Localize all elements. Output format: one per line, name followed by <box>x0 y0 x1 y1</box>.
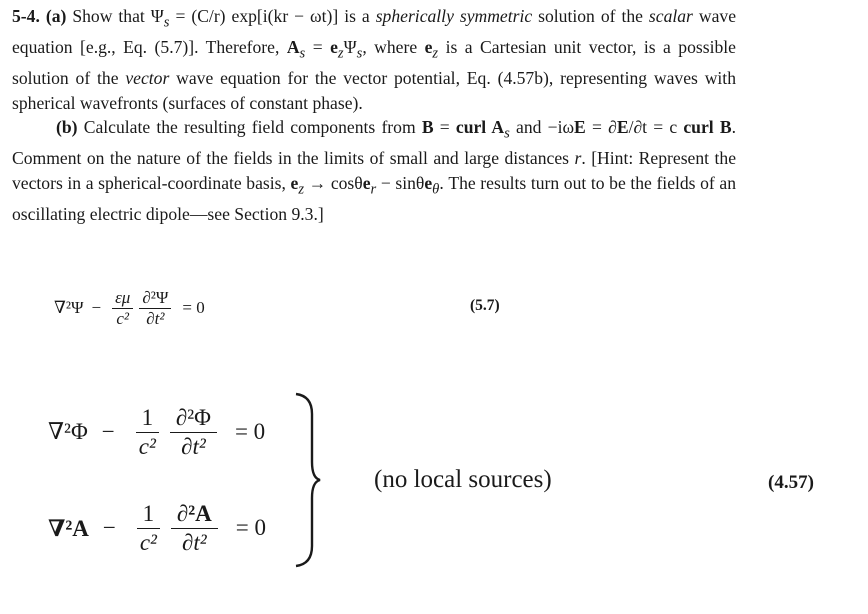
equation-4-57b <box>48 488 266 568</box>
text-run: = <box>305 37 331 58</box>
eq57-frac1-numerator: εμ <box>112 288 133 309</box>
subscript: s <box>504 125 510 142</box>
italic-text: vector <box>125 68 170 89</box>
eq457b-frac1-numerator: 1 <box>137 500 161 529</box>
subscript: z <box>432 45 439 62</box>
eq457b-frac2-denominator: ∂t² <box>182 529 207 555</box>
part-a-label: (a) <box>45 6 67 26</box>
text-run: = (C/r) exp[i(kr − ωt)] is a <box>169 6 376 26</box>
eq457a-minus: − <box>101 419 115 444</box>
eq57-frac1-denominator: c² <box>116 308 130 328</box>
text-run: − sinθ <box>376 172 425 193</box>
text-run: , where <box>362 37 425 58</box>
right-brace <box>290 392 324 568</box>
text-run: wave equation [e.g., Eq. (5.7)]. Therefore, <box>12 6 736 58</box>
vector-symbol: B <box>421 117 434 138</box>
text-run: Calculate the resulting field components from <box>77 117 422 138</box>
vector-symbol: e <box>424 172 433 193</box>
eq457a-frac1-denominator: c² <box>138 433 156 459</box>
eq57-lhs: ∇²Ψ <box>54 298 84 317</box>
text-run: = ∂ <box>585 117 617 138</box>
text-run: and −iω <box>509 117 575 138</box>
vector-symbol: e <box>362 172 371 193</box>
equation-4-57a <box>48 392 265 472</box>
curl-term: curl A <box>455 117 505 138</box>
text-run: /∂t = c <box>628 117 684 138</box>
equation-5-7 <box>54 276 205 340</box>
eq457b-fraction-derivative <box>171 500 218 556</box>
vector-symbol: E <box>574 117 586 138</box>
text-run: . [Hint: Represent the vectors in a spherical-coordinate basis, <box>12 148 736 193</box>
vector-symbol: e <box>290 172 299 193</box>
problem-statement <box>12 4 736 226</box>
eq457b-frac2-numerator: ∂²A <box>171 500 218 529</box>
text-run: wave equation for the vector potential, Eq. (4.57b), representing waves with spherical wavefronts (surfaces of constant phase). <box>12 68 736 113</box>
italic-text: spherically symmetric <box>375 6 533 26</box>
eq457a-lhs: ∇²Φ <box>48 419 88 444</box>
text-run: . The results turn out to be the fields of an oscillating electric dipole—see Section 9.3.] <box>12 172 736 224</box>
eq457b-lhs <box>48 515 89 542</box>
eq57-frac2-numerator: ∂²Ψ <box>139 288 171 309</box>
eq57-fraction-derivative <box>139 288 171 328</box>
eq457a-frac1-numerator: 1 <box>136 404 160 433</box>
italic-text: r <box>574 148 582 169</box>
eq457a-fraction-coefficient <box>133 404 162 460</box>
subscript: r <box>370 181 377 198</box>
eq57-frac2-denominator: ∂t² <box>146 308 165 328</box>
problem-number: 5-4. <box>12 6 40 26</box>
eq457a-equals-zero: = 0 <box>234 419 266 444</box>
italic-text: scalar <box>648 6 693 26</box>
eq457b-minus: − <box>102 515 116 540</box>
eq457a-fraction-derivative <box>170 404 217 460</box>
problem-paragraph-b <box>12 115 736 226</box>
vector-symbol: e <box>424 37 433 58</box>
subscript: θ <box>432 181 440 198</box>
eq457a-frac2-denominator: ∂t² <box>181 433 206 459</box>
problem-paragraph-a <box>12 4 736 115</box>
equation-number-4-57: (4.57) <box>768 472 814 493</box>
eq457b-frac1-denominator: c² <box>139 529 157 555</box>
eq457b-lhs-text: ∇²A <box>48 515 89 541</box>
eq57-minus: − <box>91 298 102 317</box>
text-run: Ψ <box>343 37 357 58</box>
eq457b-fraction-coefficient <box>134 500 163 556</box>
part-b-label: (b) <box>56 117 78 138</box>
vector-symbol: A <box>286 37 300 58</box>
text-run: → cosθ <box>304 172 363 193</box>
vector-symbol: E <box>616 117 629 138</box>
subscript: s <box>299 45 306 62</box>
subscript: z <box>337 45 344 62</box>
subscript: z <box>298 181 305 198</box>
text-run: solution of the <box>532 6 649 26</box>
eq57-equals-zero: = 0 <box>182 298 205 317</box>
no-local-sources-note: (no local sources) <box>374 466 552 493</box>
eq457b-equals-zero: = 0 <box>235 515 267 540</box>
eq457a-frac2-numerator: ∂²Φ <box>170 404 217 433</box>
subscript: s <box>163 14 170 31</box>
subscript: s <box>356 45 363 62</box>
curl-term: curl B <box>683 117 732 138</box>
equation-number-5-7: (5.7) <box>470 297 500 314</box>
text-run: Show that Ψ <box>72 6 164 26</box>
text-run: . Comment on the nature of the fields in the limits of small and large distances <box>12 117 736 169</box>
text-run: is a Cartesian unit vector, is a possible solution of the <box>12 37 736 89</box>
vector-symbol: e <box>330 37 338 58</box>
text-run: = <box>433 117 456 138</box>
eq57-fraction-coefficient <box>112 288 133 328</box>
